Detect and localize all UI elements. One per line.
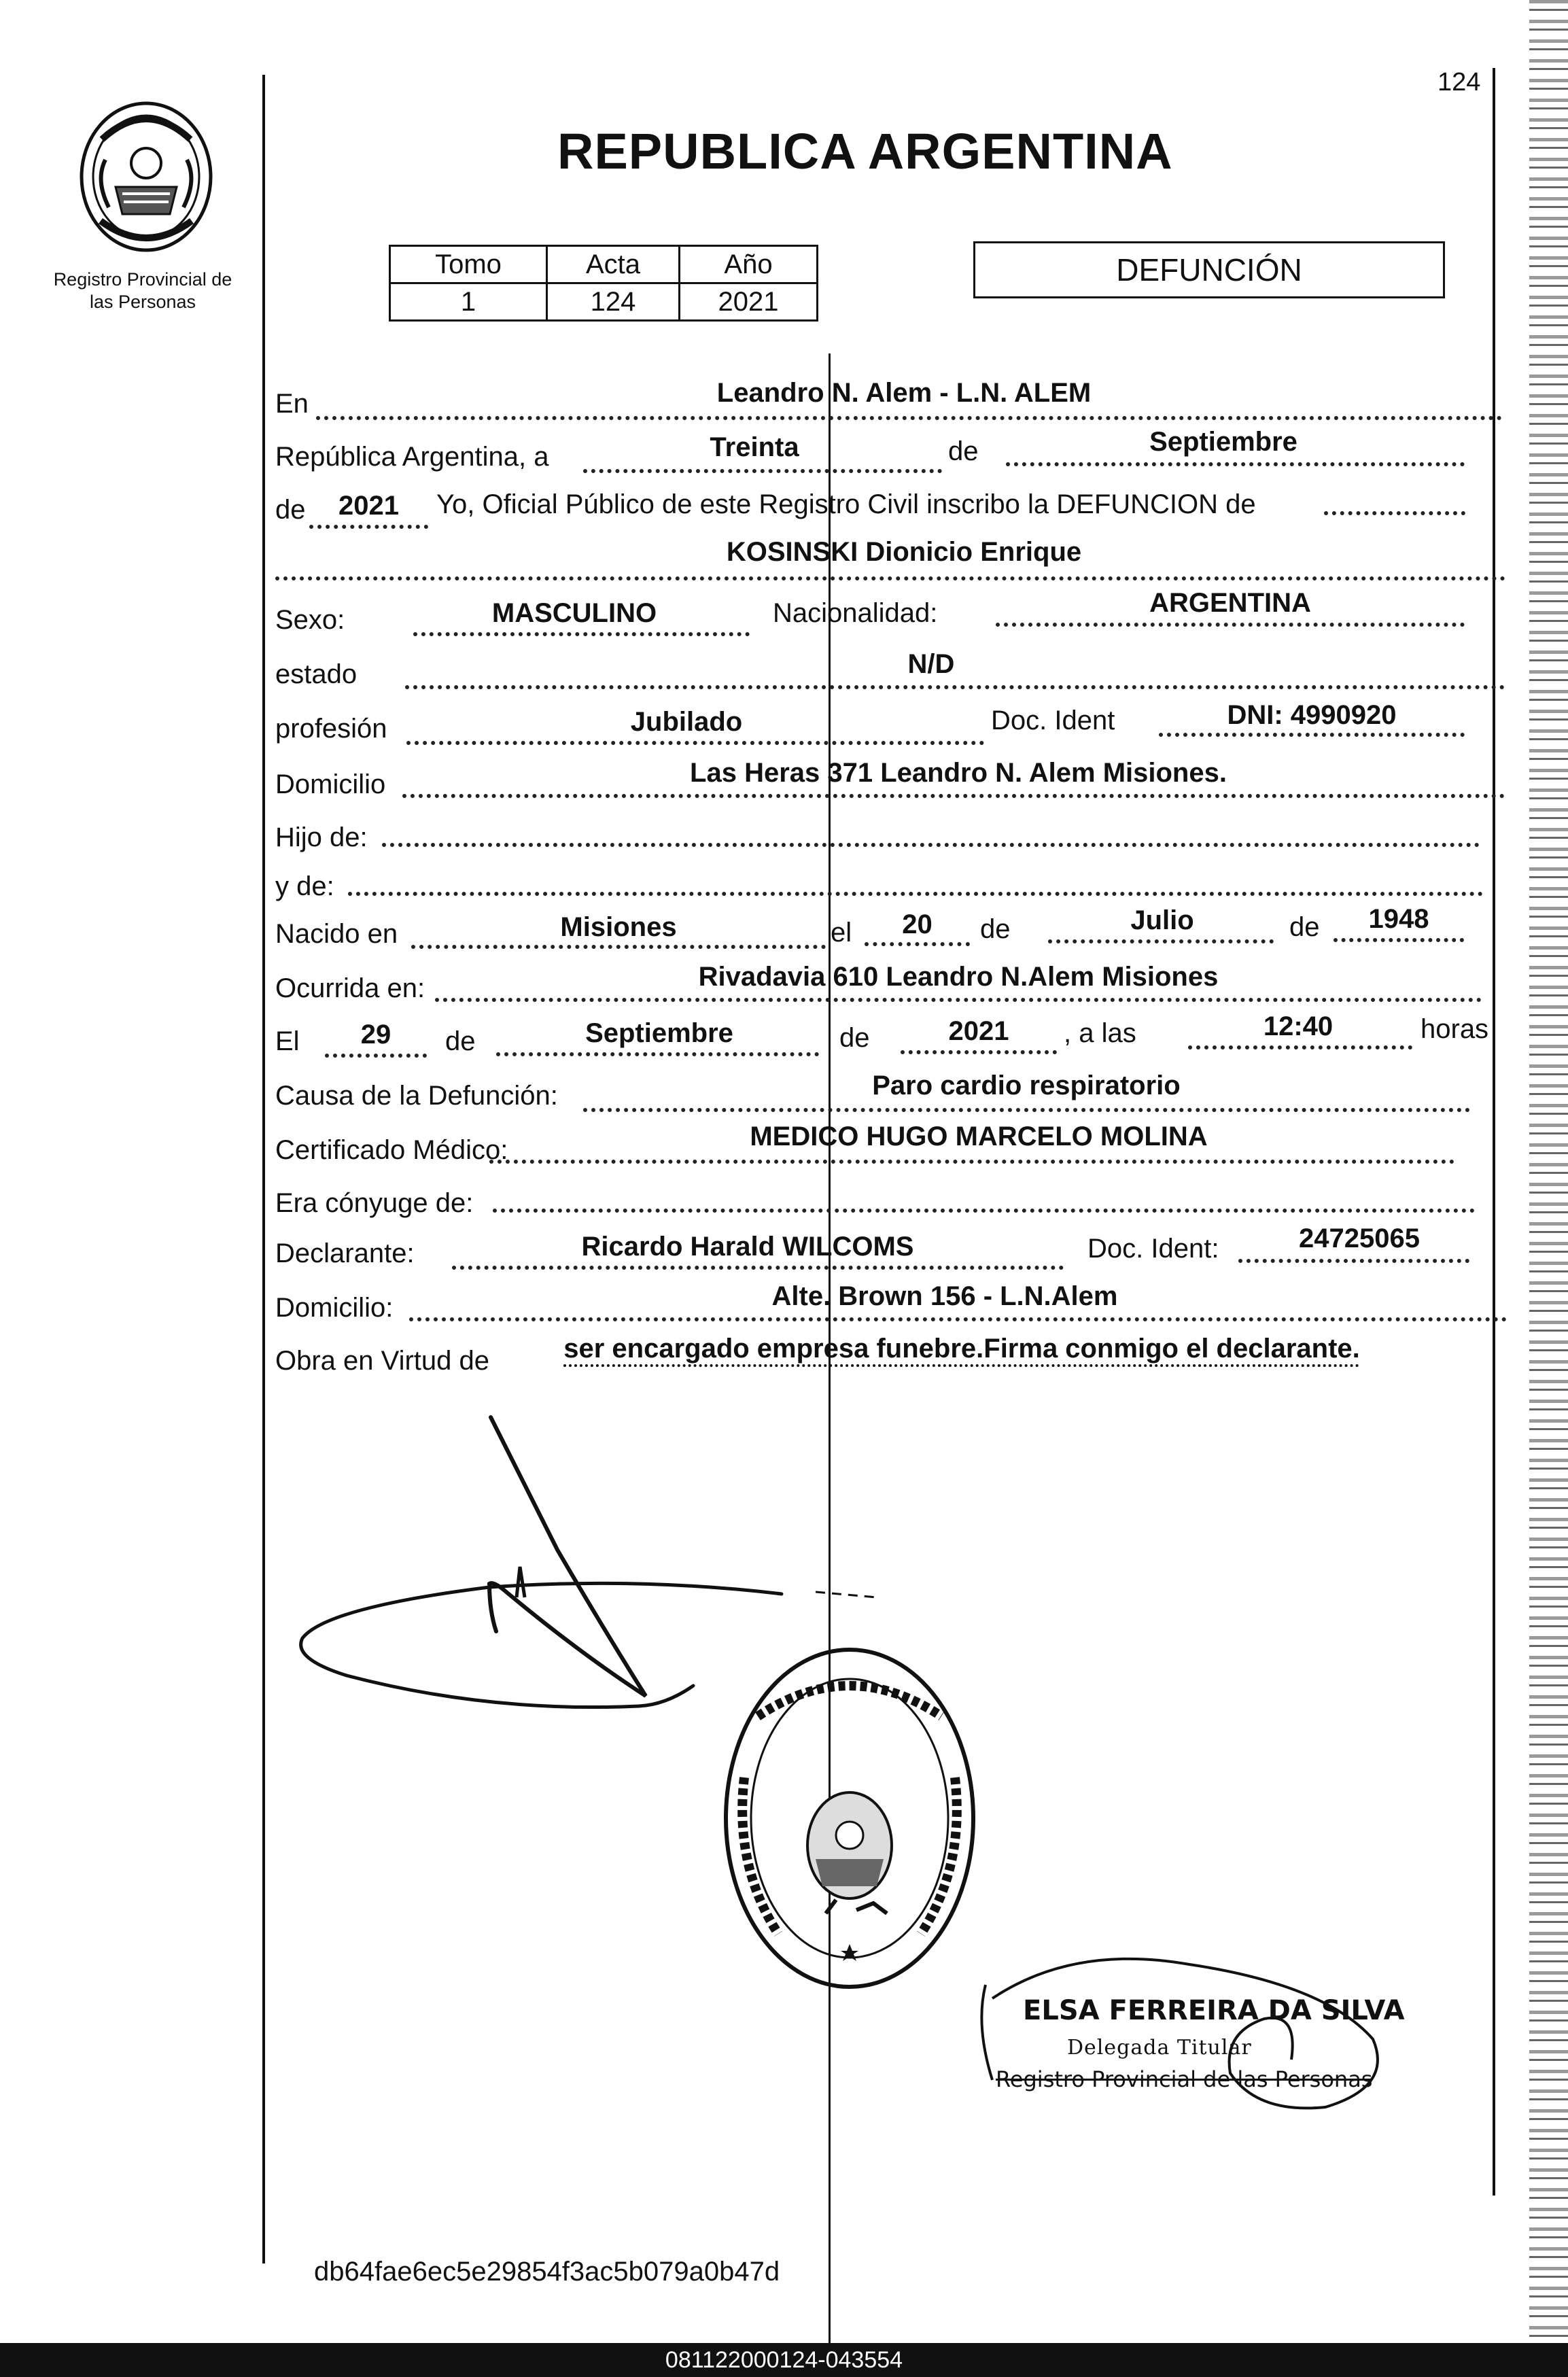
profesion-value: Jubilado — [630, 707, 743, 737]
record-type-box — [973, 241, 1445, 298]
declarante-line — [452, 1266, 1064, 1270]
domicilio2-value: Alte. Brown 156 - L.N.Alem — [771, 1281, 1118, 1311]
ocurrida-label: Ocurrida en: — [275, 973, 425, 1003]
death-day: 29 — [360, 1020, 391, 1049]
death-year: 2021 — [948, 1016, 1009, 1046]
scan-edge-noise — [1529, 0, 1568, 2377]
sexo-line — [413, 632, 750, 636]
official-title: Delegada Titular — [1067, 2036, 1252, 2060]
registry-name — [27, 268, 258, 313]
causa-value: Paro cardio respiratorio — [872, 1071, 1181, 1100]
de4-label: de — [1289, 912, 1320, 942]
acta-header: Acta — [547, 246, 680, 283]
birth-day: 20 — [902, 909, 933, 939]
footer-bar — [0, 2343, 1568, 2377]
record-type-label: DEFUNCIÓN — [1116, 252, 1302, 288]
death-time-line — [1188, 1045, 1412, 1049]
birth-year: 1948 — [1368, 904, 1429, 934]
docident-label: Doc. Ident — [991, 706, 1115, 735]
republica-label: República Argentina, a — [275, 442, 549, 472]
birth-month-line — [1048, 939, 1274, 943]
anio-header: Año — [680, 246, 818, 283]
tomo-header: Tomo — [390, 246, 547, 283]
estado-line — [405, 685, 1505, 689]
day-line — [583, 469, 942, 473]
record-table — [389, 245, 818, 322]
hijo-label: Hijo de: — [275, 822, 368, 852]
ocurrida-value: Rivadavia 610 Leandro N.Alem Misiones — [698, 962, 1219, 992]
domicilio-line — [402, 794, 1505, 798]
anio-value: 2021 — [680, 283, 818, 321]
domicilio2-line — [409, 1317, 1507, 1321]
de2-label: de — [275, 495, 306, 525]
declarante-doc-value: 24725065 — [1299, 1224, 1420, 1253]
de3-label: de — [980, 914, 1011, 944]
domicilio-label: Domicilio — [275, 769, 386, 799]
declarante-label: Declarante: — [275, 1238, 415, 1268]
tomo-value: 1 — [390, 283, 547, 321]
horas-label: horas — [1421, 1014, 1489, 1044]
sexo-value: MASCULINO — [491, 598, 657, 628]
sexo-label: Sexo: — [275, 605, 345, 635]
province-seal-logo — [75, 92, 217, 255]
declarante-doc-line — [1238, 1259, 1469, 1263]
left-margin-line — [262, 75, 265, 2263]
certificado-label: Certificado Médico: — [275, 1135, 508, 1165]
docident-line — [1159, 733, 1465, 737]
official-name: ELSA FERREIRA DA SILVA — [1023, 1995, 1405, 2026]
year-value: 2021 — [338, 491, 399, 521]
deceased-name: KOSINSKI Dionicio Enrique — [726, 537, 1082, 567]
estado-label: estado — [275, 659, 358, 689]
death-time: 12:40 — [1263, 1011, 1334, 1041]
nacido-label: Nacido en — [275, 919, 398, 949]
yde-label: y de: — [275, 871, 334, 901]
official-office: Registro Provincial de las Personas — [996, 2066, 1373, 2092]
declarante-value: Ricardo Harald WILCOMS — [581, 1232, 914, 1262]
acta-value: 124 — [547, 283, 680, 321]
declarante-doc-label: Doc. Ident: — [1087, 1234, 1219, 1264]
de5-label: de — [445, 1026, 476, 1056]
conyuge-line — [493, 1209, 1475, 1213]
death-year-line — [901, 1050, 1057, 1054]
yde-line — [348, 892, 1483, 896]
obra-value: ser encargado empresa funebre.Firma conmigo el declarante. — [563, 1334, 1360, 1364]
en-label: En — [275, 389, 309, 419]
birth-month: Julio — [1130, 905, 1194, 935]
de6-label: de — [839, 1023, 870, 1053]
document-hash: db64fae6ec5e29854f3ac5b079a0b47d — [314, 2257, 780, 2287]
domicilio-value: Las Heras 371 Leandro N. Alem Misiones. — [690, 758, 1227, 788]
en-value: Leandro N. Alem - L.N. ALEM — [716, 378, 1092, 408]
nacionalidad-value: ARGENTINA — [1149, 588, 1311, 618]
nacionalidad-label: Nacionalidad: — [773, 598, 938, 628]
year-line — [309, 525, 428, 529]
profesion-label: profesión — [275, 714, 387, 744]
estado-value: N/D — [907, 649, 955, 679]
birth-year-line — [1334, 938, 1464, 942]
ocurrida-line — [435, 998, 1482, 1002]
death-month-line — [496, 1052, 819, 1056]
alas-label: , a las — [1064, 1018, 1136, 1048]
day-value: Treinta — [710, 432, 799, 462]
de-label: de — [948, 436, 979, 466]
month-line — [1006, 462, 1465, 466]
nacionalidad-line — [996, 623, 1465, 627]
right-margin-line — [1493, 68, 1495, 2196]
registry-line-1: Registro Provincial de — [53, 269, 232, 290]
certificado-line — [489, 1160, 1454, 1164]
el-label: el — [831, 918, 852, 948]
official-stamp — [717, 1642, 982, 1995]
intro-line — [1324, 511, 1465, 515]
nacido-value: Misiones — [560, 912, 677, 942]
causa-label: Causa de la Defunción: — [275, 1081, 558, 1111]
intro-text: Yo, Oficial Público de este Registro Civil inscribo la DEFUNCION de — [436, 489, 1256, 519]
death-day-line — [325, 1054, 427, 1058]
page-title: REPUBLICA ARGENTINA — [557, 123, 1173, 179]
footer-code: 081122000124-043554 — [665, 2347, 903, 2373]
causa-line — [583, 1108, 1470, 1112]
registry-line-2: las Personas — [89, 292, 196, 312]
certificado-value: MEDICO HUGO MARCELO MOLINA — [750, 1122, 1208, 1151]
domicilio2-label: Domicilio: — [275, 1293, 394, 1323]
profesion-line — [406, 741, 984, 745]
conyuge-label: Era cónyuge de: — [275, 1188, 474, 1218]
death-month: Septiembre — [585, 1018, 733, 1048]
nacido-line — [411, 945, 826, 949]
docident-value: DNI: 4990920 — [1227, 700, 1397, 730]
en-line — [316, 416, 1502, 420]
el2-label: El — [275, 1026, 300, 1056]
page-number: 124 — [1438, 68, 1481, 97]
obra-label: Obra en Virtud de — [275, 1346, 490, 1376]
birth-day-line — [865, 942, 970, 946]
month-value: Septiembre — [1149, 427, 1297, 457]
name-line — [275, 576, 1505, 580]
hijo-line — [382, 843, 1480, 847]
